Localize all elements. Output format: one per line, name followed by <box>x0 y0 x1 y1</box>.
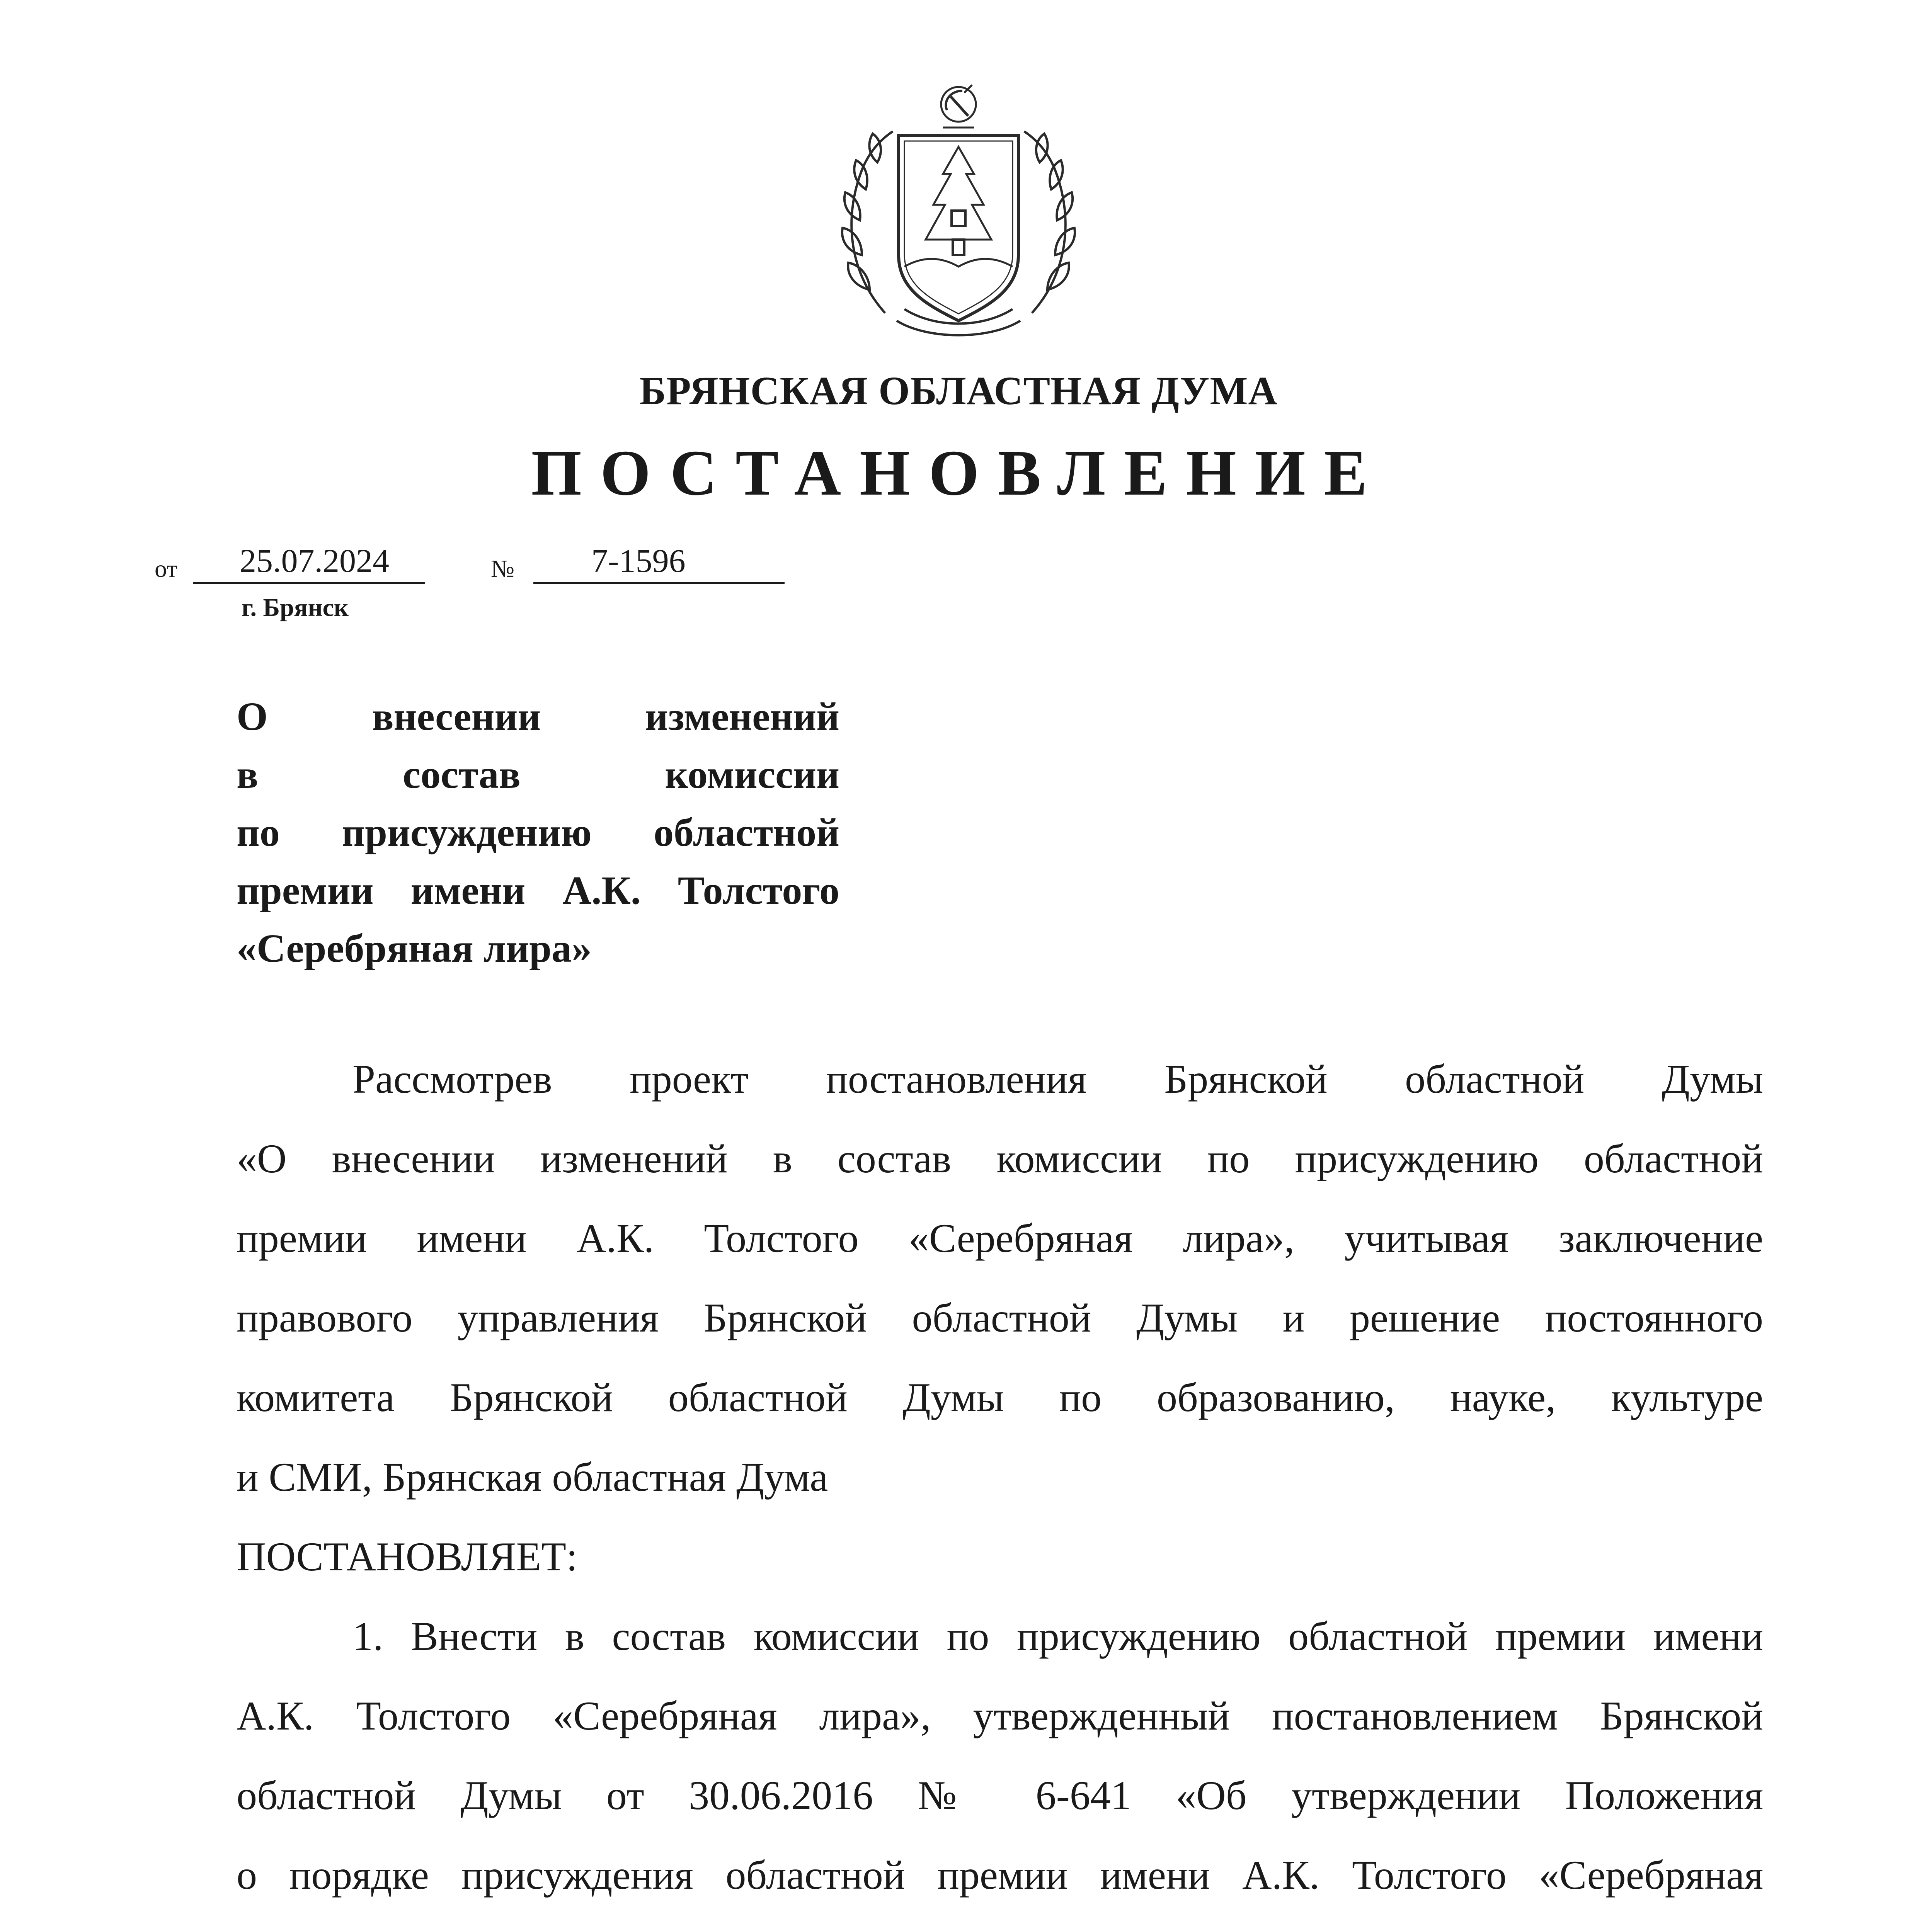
title-line: премии имени А.К. Толстого <box>237 868 839 913</box>
bryansk-oblast-coat-of-arms-icon <box>827 73 1090 344</box>
document-body <box>237 1039 1763 1932</box>
number-underline <box>533 582 785 584</box>
body-line: премии имени А.К. Толстого «Серебряная лира», учитывая заключение <box>237 1216 1763 1261</box>
body-line: областной Думы от 30.06.2016 № 6-641 «Об утверждении Положения <box>237 1773 1763 1818</box>
body-line: комитета Брянской областной Думы по образованию, науке, культуре <box>237 1375 1763 1420</box>
document-city: г. Брянск <box>242 594 349 622</box>
body-line <box>237 1915 1763 1932</box>
body-line: А.К. Толстого «Серебряная лира», утвержденный постановлением Брянской <box>237 1693 1763 1738</box>
number-label: № <box>491 555 515 582</box>
clause-1-paragraph <box>237 1597 1763 1932</box>
document-type: ПОСТАНОВЛЕНИЕ <box>531 437 1386 509</box>
organization-name: БРЯНСКАЯ ОБЛАСТНАЯ ДУМА <box>639 369 1278 413</box>
title-line: «Серебряная лира» <box>237 926 592 971</box>
body-line: и СМИ, Брянская областная Дума <box>237 1454 828 1500</box>
resolves-heading: ПОСТАНОВЛЯЕТ: <box>237 1534 578 1579</box>
date-underline <box>193 582 425 584</box>
document-meta <box>155 539 812 597</box>
body-line: о порядке присуждения областной премии имени А.К. Толстого «Серебряная <box>237 1852 1763 1898</box>
date-label: от <box>155 555 178 582</box>
body-line: Рассмотрев проект постановления Брянской областной Думы <box>352 1056 1763 1102</box>
document-title <box>237 688 839 978</box>
body-line: «О внесении изменений в состав комиссии по присуждению областной <box>237 1136 1763 1181</box>
title-line: в состав комиссии <box>237 752 839 797</box>
body-line: 1. Внести в состав комиссии по присуждению областной премии имени <box>352 1614 1763 1659</box>
body-line: правового управления Брянской областной Думы и решение постоянного <box>237 1295 1763 1340</box>
document-number: 7-1596 <box>591 542 686 579</box>
document-date: 25.07.2024 <box>240 542 389 579</box>
title-line: по присуждению областной <box>237 810 839 855</box>
preamble-paragraph <box>237 1039 1763 1517</box>
title-line: О внесении изменений <box>237 694 839 739</box>
